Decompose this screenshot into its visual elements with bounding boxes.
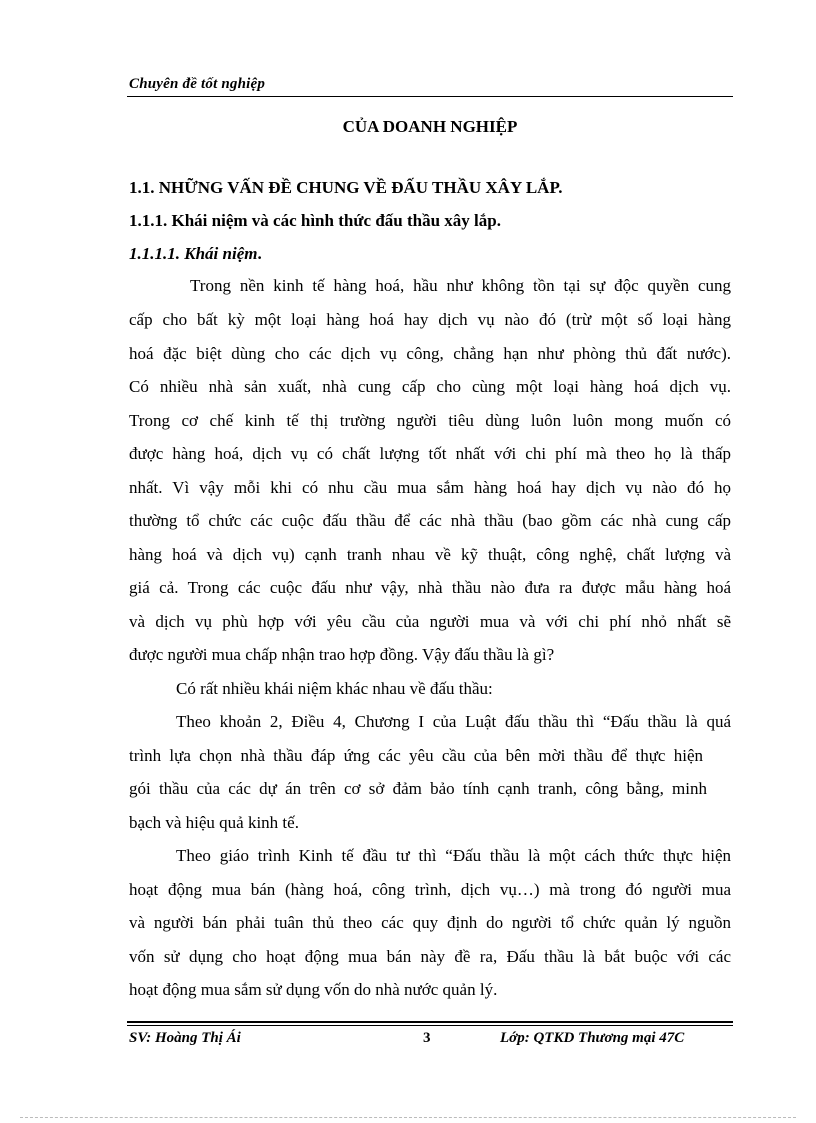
body-line: Có rất nhiều khái niệm khác nhau về đấu thầu: xyxy=(176,679,493,698)
body-line: cấp cho bất kỳ một loại hàng hoá hay dịch vụ nào đó (trừ một số loại hàng xyxy=(129,310,731,329)
header-divider xyxy=(127,96,733,97)
footer-student-name: SV: Hoàng Thị Ái xyxy=(129,1030,241,1046)
footer-divider-thin xyxy=(127,1025,733,1026)
body-line: hoạt động mua bán (hàng hoá, công trình, dịch vụ…) mà trong đó người mua xyxy=(129,880,731,899)
body-line: hàng hoá và dịch vụ) cạnh tranh nhau về kỹ thuật, công nghệ, chất lượng và xyxy=(129,545,731,564)
body-line: vốn sử dụng cho hoạt động mua bán này đề ra, Đấu thầu là bắt buộc với các xyxy=(129,947,731,966)
section-title: CỦA DOANH NGHIỆP xyxy=(342,117,518,136)
body-line: Có nhiều nhà sản xuất, nhà cung cấp cho cùng một loại hàng hoá dịch vụ. xyxy=(129,377,731,396)
heading-level-3 xyxy=(129,244,262,264)
body-line: hoá đặc biệt dùng cho các dịch vụ công, chẳng hạn như phòng thủ đất nước). xyxy=(129,344,731,363)
body-line: gói thầu của các dự án trên cơ sở đảm bảo tính cạnh tranh, công bằng, minh xyxy=(129,779,707,798)
body-line: trình lựa chọn nhà thầu đáp ứng các yêu cầu của bên mời thầu để thực hiện xyxy=(129,746,703,765)
header-title: Chuyên đề tốt nghiệp xyxy=(129,76,266,92)
body-line: bạch và hiệu quả kinh tế. xyxy=(129,813,299,832)
body-line: Theo giáo trình Kinh tế đầu tư thì “Đấu thầu là một cách thức thực hiện xyxy=(176,846,731,865)
body-line: nhất. Vì vậy mỗi khi có nhu cầu mua sắm hàng hoá hay dịch vụ nào đó họ xyxy=(129,478,731,497)
heading-level-1: 1.1. NHỮNG VẤN ĐỀ CHUNG VỀ ĐẤU THẦU XÂY LẮP. xyxy=(129,178,563,197)
footer-divider-thick xyxy=(127,1021,733,1023)
body-line: Trong nền kinh tế hàng hoá, hầu như không tồn tại sự độc quyền cung xyxy=(190,276,731,295)
footer-page-number: 3 xyxy=(423,1030,431,1046)
heading-level-3-dot: . xyxy=(257,244,262,263)
body-line: hoạt động mua sắm sử dụng vốn do nhà nước quản lý. xyxy=(129,980,498,999)
body-line: thường tổ chức các cuộc đấu thầu để các nhà thầu (bao gồm các nhà cung cấp xyxy=(129,511,731,530)
page-bottom-edge xyxy=(20,1117,796,1118)
body-line: giá cả. Trong các cuộc đấu như vậy, nhà thầu nào đưa ra được mẫu hàng hoá xyxy=(129,578,731,597)
heading-level-2: 1.1.1. Khái niệm và các hình thức đấu thầu xây lắp. xyxy=(129,211,501,230)
body-line: Theo khoản 2, Điều 4, Chương I của Luật đấu thầu thì “Đấu thầu là quá xyxy=(176,712,731,731)
body-line: Trong cơ chế kinh tế thị trường người tiêu dùng luôn luôn mong muốn có xyxy=(129,411,731,430)
body-line: được hàng hoá, dịch vụ có chất lượng tốt nhất với chi phí mà theo họ là thấp xyxy=(129,444,731,463)
body-line: và dịch vụ phù hợp với yêu cầu của người mua và với chi phí nhỏ nhất sẽ xyxy=(129,612,731,631)
body-line: được người mua chấp nhận trao hợp đồng. Vậy đấu thầu là gì? xyxy=(129,645,555,664)
body-line: và người bán phải tuân thủ theo các quy định do người tổ chức quản lý nguồn xyxy=(129,913,731,932)
footer-class-name: Lớp: QTKD Thương mại 47C xyxy=(500,1030,685,1046)
heading-level-3-text: 1.1.1.1. Khái niệm xyxy=(129,244,258,263)
